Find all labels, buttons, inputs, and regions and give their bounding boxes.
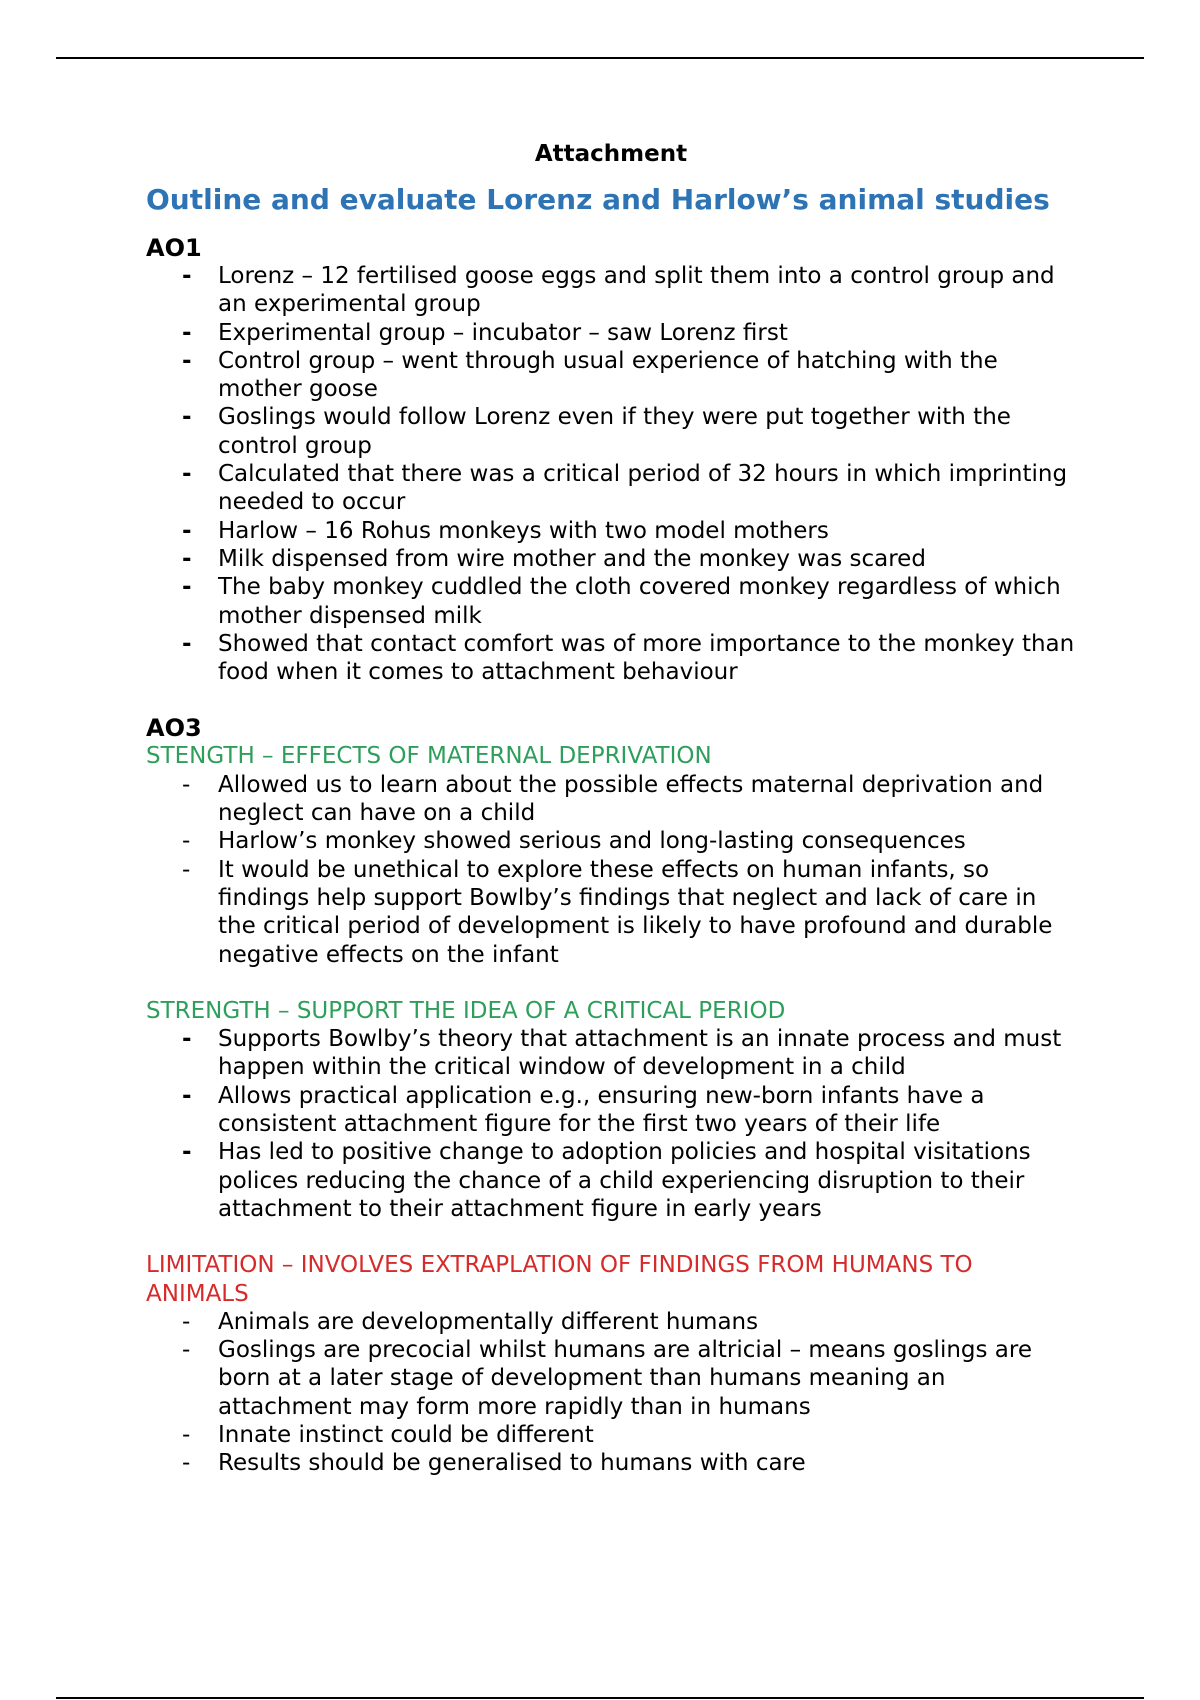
strength-1-bullet-item	[182, 771, 1076, 828]
bullet-text: Goslings would follow Lorenz even if they were put together with the control group	[218, 404, 1011, 459]
bullet-dash: -	[182, 1337, 191, 1364]
ao1-bullet-item	[182, 403, 1076, 460]
ao1-bullet-list	[146, 262, 1076, 686]
strength-1-heading: STENGTH – EFFECTS OF MATERNAL DEPRIVATION	[146, 743, 712, 770]
ao1-bullet-item	[182, 319, 1076, 347]
strength-2-bullet-item	[182, 1025, 1076, 1082]
bullet-dash: -	[182, 263, 192, 289]
limitation-bullet-list	[146, 1308, 1076, 1478]
ao3-heading: AO3	[146, 714, 202, 743]
strength-1-bullet-item	[182, 856, 1076, 969]
bullet-dash: -	[182, 771, 191, 798]
bullet-dash: -	[182, 1026, 192, 1053]
bullet-text: Experimental group – incubator – saw Lorenz first	[218, 319, 788, 346]
bullet-text: Animals are developmentally different humans	[218, 1308, 759, 1335]
ao1-bullet-item	[182, 545, 1076, 573]
limitation-bullet-item	[182, 1336, 1076, 1421]
bullet-text: Lorenz – 12 fertilised goose eggs and split them into a control group and an experimental group	[218, 263, 1055, 318]
limitation-bullet-item	[182, 1421, 1076, 1449]
document-subtitle: Outline and evaluate Lorenz and Harlow’s animal studies	[146, 183, 1050, 216]
bullet-text: Results should be generalised to humans with care	[218, 1450, 806, 1477]
bullet-dash: -	[182, 1082, 192, 1109]
bullet-text: Harlow – 16 Rohus monkeys with two model mothers	[218, 517, 829, 544]
bullet-text: Showed that contact comfort was of more importance to the monkey than food when it comes to attachment behaviour	[218, 630, 1075, 686]
bullet-dash: -	[182, 630, 192, 657]
bullet-text: The baby monkey cuddled the cloth covered monkey regardless of which mother dispensed milk	[218, 574, 1061, 629]
bullet-dash: -	[182, 1308, 191, 1335]
bullet-dash: -	[182, 545, 192, 572]
strength-2-bullet-item	[182, 1138, 1076, 1223]
strength-2-heading: STRENGTH – SUPPORT THE IDEA OF A CRITICAL PERIOD	[146, 997, 786, 1024]
bullet-dash: -	[182, 828, 191, 855]
strength-1-bullet-item	[182, 827, 1076, 855]
strength-2-bullet-item	[182, 1082, 1076, 1139]
bullet-text: It would be unethical to explore these effects on human infants, so findings help support Bowlby’s findings that neglect and lack of care in the critical period of development is likely to have profound and durable negative effects on the infant	[218, 856, 1053, 968]
bullet-text: Harlow’s monkey showed serious and long-lasting consequences	[218, 828, 966, 855]
bullet-text: Supports Bowlby’s theory that attachment is an innate process and must happen within the critical window of development in a child	[218, 1026, 1062, 1081]
bullet-dash: -	[182, 856, 191, 883]
bullet-dash: -	[182, 517, 192, 544]
bullet-dash: -	[182, 574, 192, 601]
bullet-dash: -	[182, 1450, 191, 1477]
strength-1-bullet-list	[146, 771, 1076, 969]
bullet-dash: -	[182, 404, 192, 431]
header-rule	[56, 57, 1144, 59]
bullet-text: Innate instinct could be different	[218, 1421, 594, 1448]
ao1-heading: AO1	[146, 234, 202, 262]
bullet-text: Goslings are precocial whilst humans are altricial – means goslings are born at a later stage of development than humans meaning an attachment may form more rapidly than in humans	[218, 1337, 1033, 1420]
ao1-bullet-item	[182, 630, 1076, 687]
bullet-text: Calculated that there was a critical period of 32 hours in which imprinting needed to occur	[218, 461, 1068, 516]
bullet-dash: -	[182, 347, 192, 374]
bullet-text: Control group – went through usual experience of hatching with the mother goose	[218, 347, 998, 403]
ao1-bullet-item	[182, 347, 1076, 404]
bullet-text: Has led to positive change to adoption policies and hospital visitations polices reducing the chance of a child experiencing disruption to their attachment to their attachment figure in early years	[218, 1139, 1031, 1222]
ao1-bullet-item	[182, 573, 1076, 630]
bullet-dash: -	[182, 319, 192, 346]
limitation-bullet-item	[182, 1449, 1076, 1477]
limitation-heading: LIMITATION – INVOLVES EXTRAPLATION OF FINDINGS FROM HUMANS TO ANIMALS	[146, 1252, 973, 1307]
document-body	[146, 140, 1076, 1478]
document-title: Attachment	[534, 141, 688, 167]
ao1-bullet-item	[182, 517, 1076, 545]
bullet-dash: -	[182, 1139, 192, 1166]
bullet-text: Allows practical application e.g., ensuring new-born infants have a consistent attachment figure for the first two years of their life	[218, 1082, 985, 1138]
footer-rule	[56, 1697, 1144, 1699]
strength-2-bullet-list	[146, 1025, 1076, 1223]
ao1-bullet-item	[182, 460, 1076, 517]
bullet-text: Milk dispensed from wire mother and the monkey was scared	[218, 545, 926, 572]
limitation-bullet-item	[182, 1308, 1076, 1336]
bullet-dash: -	[182, 461, 192, 488]
ao1-bullet-item	[182, 262, 1076, 319]
bullet-text: Allowed us to learn about the possible effects maternal deprivation and neglect can have on a child	[218, 771, 1044, 827]
bullet-dash: -	[182, 1421, 191, 1448]
